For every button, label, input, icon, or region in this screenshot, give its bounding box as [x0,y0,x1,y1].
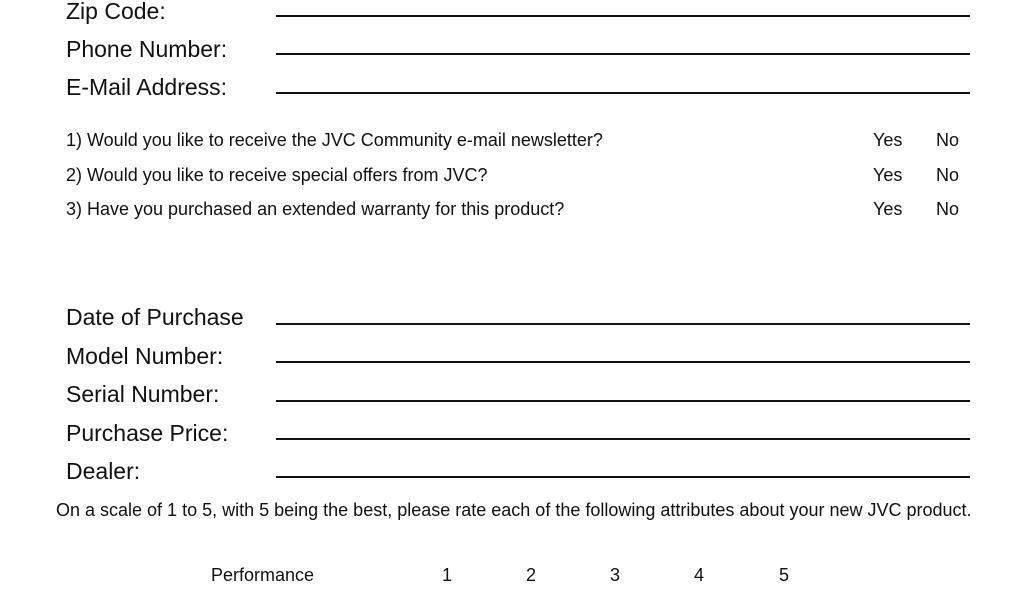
serial-number-field[interactable] [276,400,970,402]
model-number-field[interactable] [276,361,970,363]
question-1-no-option[interactable]: No [936,130,960,150]
question-2-yes-option[interactable]: Yes [873,165,903,185]
email-address-field[interactable] [276,92,970,94]
dealer-label: Dealer: [66,458,141,484]
phone-number-field[interactable] [276,53,970,55]
rating-instructions: On a scale of 1 to 5, with 5 being the best, please rate each of the following attributes about your new JVC product. [56,500,972,520]
email-address-label: E-Mail Address: [66,74,228,100]
dealer-field[interactable] [276,476,970,478]
question-3-yes-option[interactable]: Yes [873,199,903,219]
question-2: 2) Would you like to receive special offers from JVC? [66,165,488,185]
phone-number-label: Phone Number: [66,36,228,62]
rating-option-3[interactable]: 3 [610,565,621,585]
question-2-no-option[interactable]: No [936,165,960,185]
question-3-no-option[interactable]: No [936,199,960,219]
rating-option-1[interactable]: 1 [442,565,453,585]
rating-option-4[interactable]: 4 [694,565,705,585]
serial-number-label: Serial Number: [66,381,220,407]
date-of-purchase-label: Date of Purchase [66,304,244,330]
zip-code-label: Zip Code: [66,0,166,24]
rating-attribute-performance: Performance [211,565,315,585]
purchase-price-label: Purchase Price: [66,420,229,446]
question-3: 3) Have you purchased an extended warranty for this product? [66,199,565,219]
question-1: 1) Would you like to receive the JVC Community e-mail newsletter? [66,130,603,150]
date-of-purchase-field[interactable] [276,323,970,325]
zip-code-field[interactable] [276,15,970,17]
question-1-yes-option[interactable]: Yes [873,130,903,150]
purchase-price-field[interactable] [276,438,970,440]
model-number-label: Model Number: [66,343,224,369]
rating-option-5[interactable]: 5 [779,565,790,585]
rating-option-2[interactable]: 2 [526,565,537,585]
